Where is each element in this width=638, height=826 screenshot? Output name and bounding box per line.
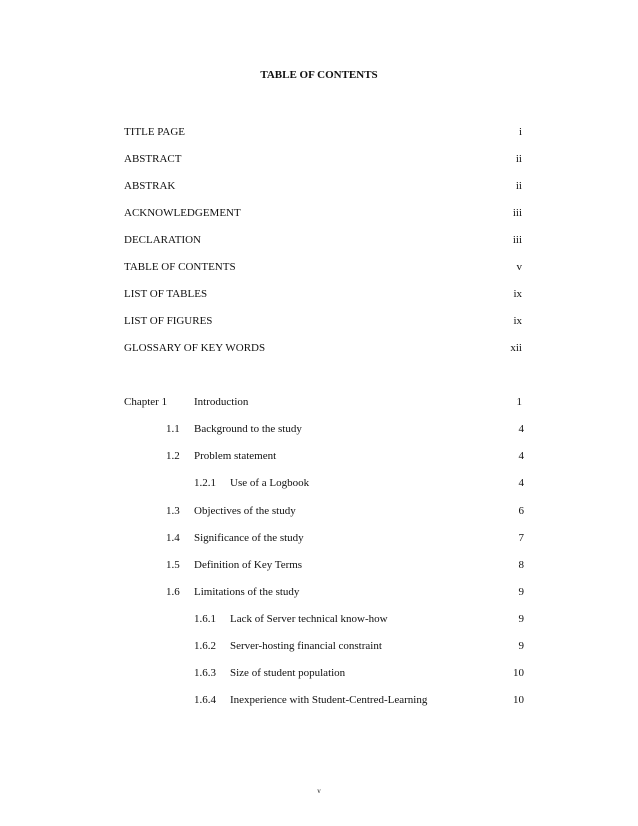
entry-label: LIST OF FIGURES (124, 315, 213, 327)
entry-page: 9 (518, 640, 524, 652)
toc-entry (124, 340, 522, 356)
entry-page: xii (510, 342, 522, 354)
section-title: Background to the study (194, 423, 302, 435)
toc-entry (124, 178, 522, 194)
entry-page: v (516, 261, 522, 273)
page-number-footer: v (317, 787, 321, 795)
toc-entry (124, 259, 522, 275)
toc-subsection-entry (124, 611, 524, 627)
subsection-title: Size of student population (230, 667, 346, 679)
entry-page: 6 (518, 505, 524, 517)
section-title: Significance of the study (194, 532, 304, 544)
toc-subsection-entry (124, 475, 524, 491)
entry-page: iii (512, 234, 522, 246)
entry-label: TABLE OF CONTENTS (124, 261, 236, 273)
toc-section-entry (124, 584, 524, 600)
entry-page: 7 (518, 532, 524, 544)
subsection-number: 1.2.1 (194, 477, 216, 489)
section-title: Definition of Key Terms (194, 559, 303, 571)
toc-entry (124, 313, 522, 329)
entry-label: DECLARATION (124, 234, 201, 246)
chapter-title: Introduction (194, 396, 249, 408)
entry-page: ix (513, 288, 522, 300)
subsection-number: 1.6.1 (194, 613, 216, 625)
subsection-title: Inexperience with Student-Centred-Learning (230, 694, 428, 706)
entry-label: TITLE PAGE (124, 126, 186, 138)
entry-page: 10 (513, 667, 524, 679)
entry-label: ACKNOWLEDGEMENT (124, 207, 241, 219)
entry-page: 8 (518, 559, 524, 571)
subsection-title: Server-hosting financial constraint (230, 640, 382, 652)
entry-label: ABSTRACT (124, 153, 182, 165)
toc-entry (124, 124, 522, 140)
toc-section-entry (124, 530, 524, 546)
section-title: Limitations of the study (194, 586, 300, 598)
toc-subsection-entry (124, 665, 524, 681)
toc-entry (124, 151, 522, 167)
entry-page: 9 (518, 613, 524, 625)
entry-page: 4 (518, 450, 524, 462)
section-number: 1.4 (166, 532, 180, 544)
toc-section-entry (124, 557, 524, 573)
entry-page: ii (515, 153, 522, 165)
chapter-label: Chapter 1 (124, 396, 168, 408)
section-number: 1.2 (166, 450, 180, 462)
entry-page: 4 (518, 423, 524, 435)
entry-page: 1 (516, 396, 522, 408)
page-title: TABLE OF CONTENTS (260, 69, 378, 81)
entry-label: GLOSSARY OF KEY WORDS (124, 342, 266, 354)
section-number: 1.5 (166, 559, 180, 571)
entry-label: ABSTRAK (124, 180, 176, 192)
entry-page: ii (515, 180, 522, 192)
toc-section-entry (124, 448, 524, 464)
entry-page: 9 (518, 586, 524, 598)
toc-subsection-entry (124, 692, 524, 708)
section-title: Objectives of the study (194, 505, 296, 517)
toc-entry (124, 286, 522, 302)
subsection-title: Use of a Logbook (230, 477, 310, 489)
entry-page: i (518, 126, 522, 138)
subsection-number: 1.6.3 (194, 667, 216, 679)
entry-label: LIST OF TABLES (124, 288, 208, 300)
section-number: 1.6 (166, 586, 180, 598)
toc-subsection-entry (124, 638, 524, 654)
toc-entry (124, 232, 522, 248)
subsection-number: 1.6.4 (194, 694, 216, 706)
toc-chapter-entry (124, 394, 522, 410)
entry-page: ix (513, 315, 522, 327)
toc-section-entry (124, 503, 524, 519)
section-number: 1.1 (166, 423, 180, 435)
toc-section-entry (124, 421, 524, 437)
section-title: Problem statement (194, 450, 277, 462)
subsection-number: 1.6.2 (194, 640, 216, 652)
section-number: 1.3 (166, 505, 180, 517)
entry-page: 10 (513, 694, 524, 706)
toc-entry (124, 205, 522, 221)
subsection-title: Lack of Server technical know-how (230, 613, 388, 625)
entry-page: 4 (518, 477, 524, 489)
entry-page: iii (512, 207, 522, 219)
